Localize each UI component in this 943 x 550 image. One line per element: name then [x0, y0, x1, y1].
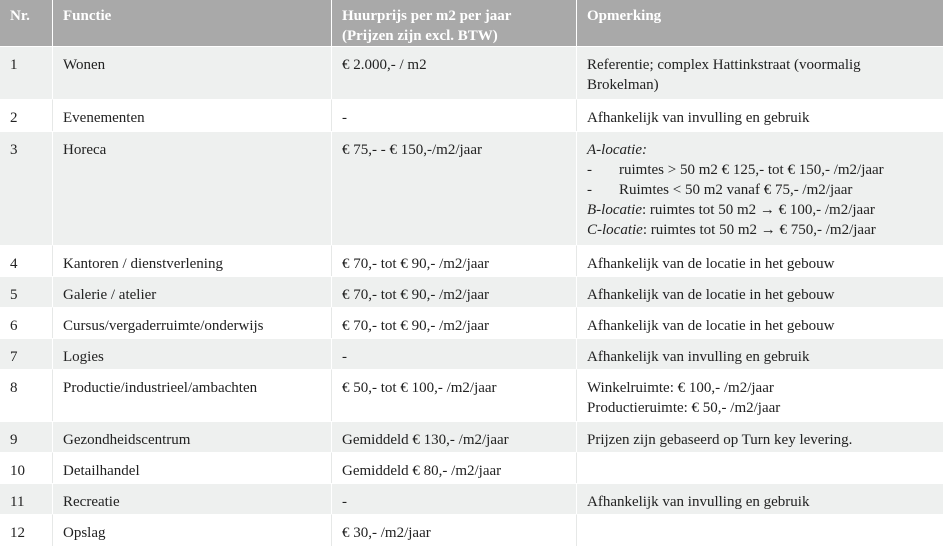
cell-nr: 4	[0, 245, 53, 276]
cell-nr: 6	[0, 307, 53, 338]
cell-nr: 10	[0, 452, 53, 483]
cell-functie: Detailhandel	[53, 452, 332, 483]
cell-prijs: € 70,- tot € 90,- /m2/jaar	[332, 245, 577, 276]
cell-prijs: € 30,- /m2/jaar	[332, 514, 577, 546]
cell-functie: Galerie / atelier	[53, 276, 332, 307]
cell-nr: 12	[0, 514, 53, 546]
header-row	[0, 0, 943, 46]
cell-functie: Opslag	[53, 514, 332, 546]
cell-opmerking	[577, 452, 943, 483]
cell-functie: Cursus/vergaderruimte/onderwijs	[53, 307, 332, 338]
cell-opmerking: Afhankelijk van invulling en gebruik	[577, 338, 943, 369]
header-opmerking: Opmerking	[577, 0, 943, 46]
cell-nr: 11	[0, 483, 53, 514]
table-row	[0, 514, 943, 546]
cell-prijs: Gemiddeld € 80,- /m2/jaar	[332, 452, 577, 483]
header-prijs: Huurprijs per m2 per jaar (Prijzen zijn excl. BTW)	[332, 0, 577, 46]
table-row	[0, 245, 943, 276]
cell-functie: Evenementen	[53, 99, 332, 131]
table-row	[0, 338, 943, 369]
cell-nr: 2	[0, 99, 53, 131]
cell-opmerking	[577, 369, 943, 421]
note-b-location: B-locatie: ruimtes tot 50 m2 → € 100,- /m2/jaar	[587, 202, 875, 218]
cell-prijs: -	[332, 99, 577, 131]
note-a-location: A-locatie:	[587, 142, 647, 158]
note-line: Winkelruimte: € 100,- /m2/jaar	[587, 380, 774, 396]
cell-opmerking	[577, 514, 943, 546]
cell-opmerking: Afhankelijk van invulling en gebruik	[577, 483, 943, 514]
cell-prijs: € 2.000,- / m2	[332, 46, 577, 99]
header-functie: Functie	[53, 0, 332, 46]
cell-prijs: Gemiddeld € 130,- /m2/jaar	[332, 421, 577, 452]
table-row	[0, 307, 943, 338]
cell-nr: 7	[0, 338, 53, 369]
note-a-item: - ruimtes > 50 m2 € 125,- tot € 150,- /m2/jaar	[587, 162, 884, 178]
cell-opmerking: Referentie; complex Hattinkstraat (voormalig Brokelman)	[577, 46, 943, 99]
table-row	[0, 46, 943, 99]
note-c-location: C-locatie: ruimtes tot 50 m2 → € 750,- /m2/jaar	[587, 222, 876, 238]
cell-opmerking: Afhankelijk van invulling en gebruik	[577, 99, 943, 131]
note-line: Productieruimte: € 50,- /m2/jaar	[587, 400, 781, 416]
note-a-item: - Ruimtes < 50 m2 vanaf € 75,- /m2/jaar	[587, 182, 853, 198]
table-row	[0, 452, 943, 483]
cell-nr: 9	[0, 421, 53, 452]
cell-prijs: -	[332, 338, 577, 369]
cell-nr: 5	[0, 276, 53, 307]
table-row	[0, 421, 943, 452]
table-row	[0, 276, 943, 307]
cell-nr: 1	[0, 46, 53, 99]
cell-opmerking: Afhankelijk van de locatie in het gebouw	[577, 276, 943, 307]
cell-functie: Recreatie	[53, 483, 332, 514]
cell-prijs: € 70,- tot € 90,- /m2/jaar	[332, 307, 577, 338]
cell-functie: Horeca	[53, 131, 332, 245]
cell-nr: 8	[0, 369, 53, 421]
cell-prijs: € 75,- - € 150,-/m2/jaar	[332, 131, 577, 245]
cell-opmerking: Prijzen zijn gebaseerd op Turn key levering.	[577, 421, 943, 452]
cell-opmerking: Afhankelijk van de locatie in het gebouw	[577, 307, 943, 338]
cell-functie: Gezondheidscentrum	[53, 421, 332, 452]
cell-functie: Kantoren / dienstverlening	[53, 245, 332, 276]
header-nr: Nr.	[0, 0, 53, 46]
cell-opmerking	[577, 131, 943, 245]
table-row	[0, 483, 943, 514]
cell-prijs: € 50,- tot € 100,- /m2/jaar	[332, 369, 577, 421]
cell-prijs: € 70,- tot € 90,- /m2/jaar	[332, 276, 577, 307]
cell-prijs: -	[332, 483, 577, 514]
cell-nr: 3	[0, 131, 53, 245]
table-row	[0, 369, 943, 421]
table-row	[0, 131, 943, 245]
cell-functie: Wonen	[53, 46, 332, 99]
cell-functie: Productie/industrieel/ambachten	[53, 369, 332, 421]
table-row	[0, 99, 943, 131]
cell-opmerking: Afhankelijk van de locatie in het gebouw	[577, 245, 943, 276]
cell-functie: Logies	[53, 338, 332, 369]
